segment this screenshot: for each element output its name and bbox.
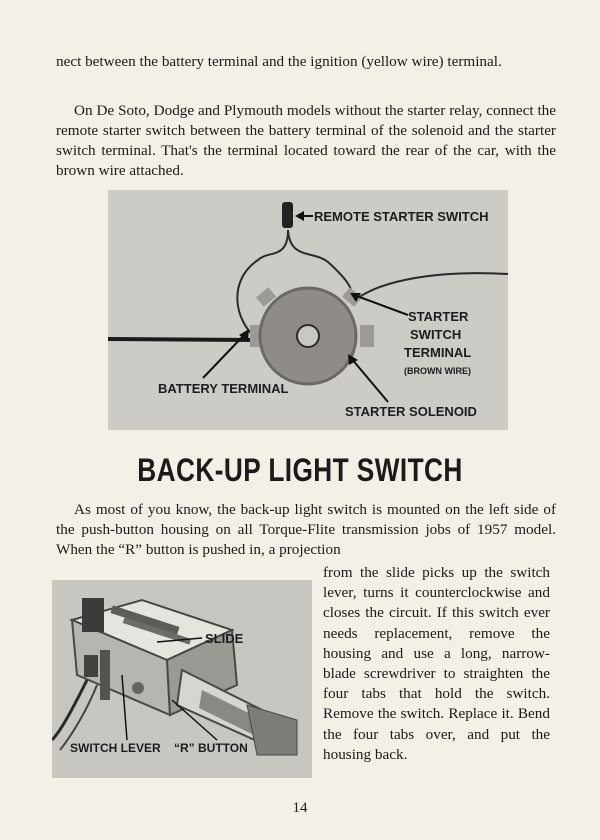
paragraph-continued: nect between the battery terminal and the ignition (yellow wire) terminal.: [56, 53, 502, 70]
battery-terminal-label: BATTERY TERMINAL: [158, 381, 289, 396]
starter-switch-terminal-label-2: SWITCH: [410, 327, 462, 342]
slide-label: SLIDE: [205, 631, 244, 646]
remote-starter-switch-label: REMOTE STARTER SWITCH: [314, 209, 489, 224]
starter-solenoid-label: STARTER SOLENOID: [345, 404, 477, 419]
backup-switch-photo: [52, 580, 312, 778]
r-button-label: “R” BUTTON: [174, 741, 248, 755]
switch-lever-label: SWITCH LEVER: [70, 741, 161, 755]
starter-switch-terminal-label-1: STARTER: [408, 309, 469, 324]
starter-solenoid-figure: [108, 190, 508, 430]
paragraph-starter-relay: On De Soto, Dodge and Plymouth models without the starter relay, connect the remote starter switch between the battery terminal of the solenoid and the starter switch terminal. That's the terminal located toward the rear of the car, with the brown wire attached.: [56, 102, 556, 179]
starter-switch-terminal-label-3: TERMINAL: [404, 345, 472, 360]
page-number: 14: [292, 800, 308, 816]
brown-wire-label: (BROWN WIRE): [404, 366, 471, 376]
paragraph-backup-continued: from the slide picks up the switch lever, turns it counterclockwise and closes the circuit. If this switch ever needs replacement, remove the housing and use a long, narrow-blade screwdriver to straighten the four tabs that hold the switch. Remove the switch. Replace it. Bend the four tabs over, and put the housing back.: [323, 564, 550, 763]
paragraph-backup-intro: As most of you know, the back-up light switch is mounted on the left side of the push-button housing on all Torque-Flite transmission jobs of 1957 model. When the “R” button is pushed in, a projection: [56, 501, 556, 558]
section-heading: BACK-UP LIGHT SWITCH: [137, 452, 463, 488]
